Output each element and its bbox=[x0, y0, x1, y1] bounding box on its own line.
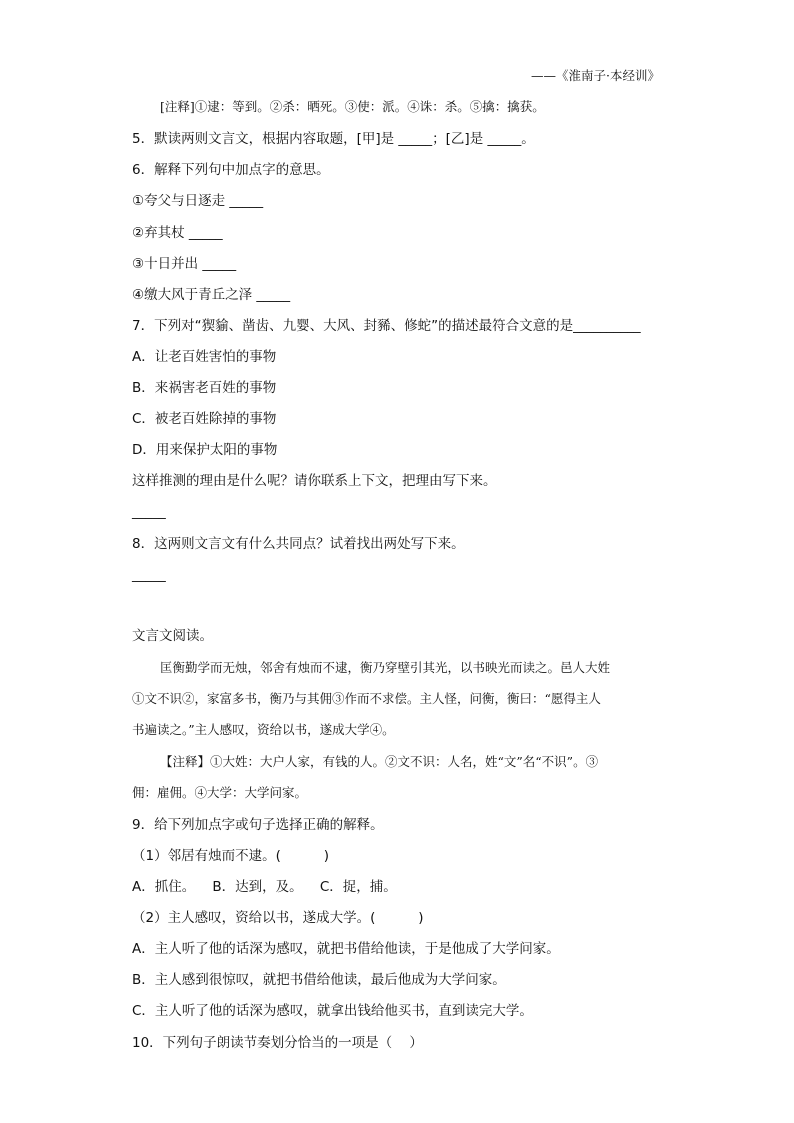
question-9-1-options: A．抓住。 B．达到，及。 C．捉，捕。 bbox=[132, 879, 397, 895]
question-9-1: （1）邻居有烛而不逮。( ) bbox=[132, 848, 330, 864]
answer-blank: _____ bbox=[132, 567, 166, 583]
question-8: 8．这两则文言文有什么共同点？试着找出两处写下来。 bbox=[132, 536, 465, 552]
question-6-item: ②弃其杖 _____ bbox=[132, 225, 223, 241]
source-line: ——《淮南子·本经训》 bbox=[531, 68, 660, 83]
question-9: 9．给下列加点字或句子选择正确的解释。 bbox=[132, 817, 384, 833]
question-10: 10．下列句子朗读节奏划分恰当的一项是（ ） bbox=[132, 1035, 423, 1051]
question-7-option: D．用来保护太阳的事物 bbox=[132, 442, 278, 458]
question-6-item: ④缴大风于青丘之泽 _____ bbox=[132, 287, 291, 303]
question-6: 6．解释下列句中加点字的意思。 bbox=[132, 162, 330, 178]
question-9-2-option: C．主人听了他的话深为感叹，就拿出钱给他买书，直到读完大学。 bbox=[132, 1003, 533, 1019]
passage-line: 匡衡勤学而无烛，邻舍有烛而不逮，衡乃穿壁引其光，以书映光而读之。邑人大姓 bbox=[160, 660, 611, 675]
question-5: 5．默读两则文言文，根据内容取题，[甲]是 _____；[乙]是 _____。 bbox=[132, 131, 535, 147]
question-6-item: ③十日并出 _____ bbox=[132, 256, 237, 272]
passage-annotation: 佣：雇佣。④大学：大学问家。 bbox=[132, 785, 308, 800]
question-9-2-option: A．主人听了他的话深为感叹，就把书借给他读，于是他成了大学问家。 bbox=[132, 941, 560, 957]
question-7-option: C．被老百姓除掉的事物 bbox=[132, 411, 277, 427]
question-7: 7．下列对“猰貐、凿齿、九婴、大风、封豨、修蛇”的描述最符合文意的是__________ bbox=[132, 318, 641, 334]
annotation-line: [注释]①逮：等到。②杀：晒死。③使：派。④诛：杀。⑤擒：擒获。 bbox=[160, 99, 545, 114]
passage-line: ①文不识②，家富多书，衡乃与其佣③作而不求偿。主人怪，问衡，衡曰：“愿得主人 bbox=[132, 691, 601, 706]
question-6-item: ①夸父与日逐走 _____ bbox=[132, 193, 264, 209]
question-7-reason: 这样推测的理由是什么呢？请你联系上下文，把理由写下来。 bbox=[132, 473, 497, 489]
passage-line: 书遍读之。”主人感叹，资给以书，遂成大学④。 bbox=[132, 722, 395, 737]
passage-annotation: 【注释】①大姓：大户人家，有钱的人。②文不识：人名，姓“文”名“不识”。③ bbox=[160, 754, 599, 769]
question-9-2: （2）主人感叹，资给以书，遂成大学。( ) bbox=[132, 910, 424, 926]
question-9-2-option: B．主人感到很惊叹，就把书借给他读，最后他成为大学问家。 bbox=[132, 972, 506, 988]
section-title: 文言文阅读。 bbox=[132, 628, 213, 644]
question-7-option: B．来祸害老百姓的事物 bbox=[132, 380, 277, 396]
answer-blank: _____ bbox=[132, 504, 166, 520]
question-7-option: A．让老百姓害怕的事物 bbox=[132, 349, 277, 365]
